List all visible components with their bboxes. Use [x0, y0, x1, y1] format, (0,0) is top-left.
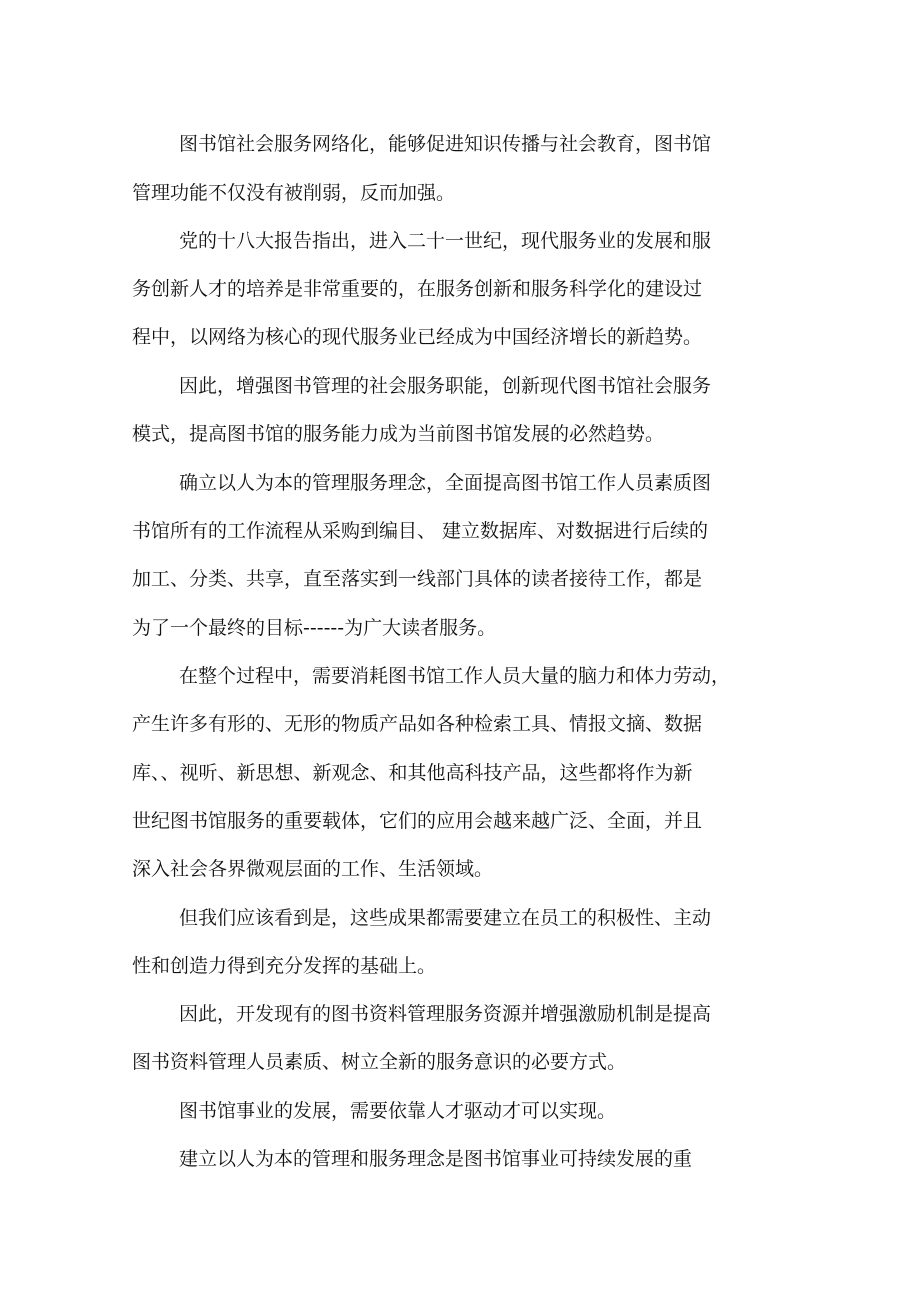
paragraph-6-line-1: 但我们应该看到是，这些成果都需要建立在员工的积极性、主动	[179, 907, 712, 929]
paragraph-1-line-1: 图书馆社会服务网络化，能够促进知识传播与社会教育，图书馆	[179, 133, 712, 155]
paragraph-4-line-1: 确立以人为本的管理服务理念，全面提高图书馆工作人员素质图	[179, 472, 712, 494]
paragraph-7-line-1: 因此，开发现有的图书资料管理服务资源并增强激励机制是提高	[179, 1003, 712, 1025]
paragraph-5-line-2: 产生许多有形的、无形的物质产品如各种检索工具、情报文摘、数据	[132, 713, 703, 735]
paragraph-5-line-5: 深入社会各界微观层面的工作、生活领域。	[132, 858, 494, 880]
paragraph-2-line-3: 程中，以网络为核心的现代服务业已经成为中国经济增长的新趋势。	[132, 326, 703, 348]
paragraph-3-line-2: 模式，提高图书馆的服务能力成为当前图书馆发展的必然趋势。	[132, 423, 665, 445]
paragraph-2-line-1: 党的十八大报告指出，进入二十一世纪，现代服务业的发展和服	[179, 230, 712, 252]
paragraph-9-line-1: 建立以人为本的管理和服务理念是图书馆事业可持续发展的重	[179, 1148, 693, 1170]
paragraph-5-line-3: 库、、视听、新思想、新观念、和其他高科技产品，这些都将作为新	[132, 762, 693, 784]
paragraph-5-line-4: 世纪图书馆服务的重要载体，它们的应用会越来越广泛、全面，并且	[132, 810, 703, 832]
paragraph-1-line-2: 管理功能不仅没有被削弱，反而加强。	[132, 182, 456, 204]
paragraph-4-line-4: 为了一个最终的目标------为广大读者服务。	[132, 617, 497, 639]
paragraph-3-line-1: 因此，增强图书管理的社会服务职能，创新现代图书馆社会服务	[179, 375, 712, 397]
paragraph-4-line-3: 加工、分类、共享，直至落实到一线部门具体的读者接待工作，都是	[132, 568, 703, 590]
paragraph-6-line-2: 性和创造力得到充分发挥的基础上。	[132, 955, 437, 977]
paragraph-2-line-2: 务创新人才的培养是非常重要的，在服务创新和服务科学化的建设过	[132, 278, 703, 300]
paragraph-4-line-2: 书馆所有的工作流程从采购到编目、 建立数据库、对数据进行后续的	[132, 520, 709, 542]
paragraph-7-line-2: 图书资料管理人员素质、树立全新的服务意识的必要方式。	[132, 1051, 627, 1073]
paragraph-8-line-1: 图书馆事业的发展，需要依靠人才驱动才可以实现。	[179, 1100, 617, 1122]
paragraph-5-line-1: 在整个过程中，需要消耗图书馆工作人员大量的脑力和体力劳动，	[179, 665, 731, 687]
